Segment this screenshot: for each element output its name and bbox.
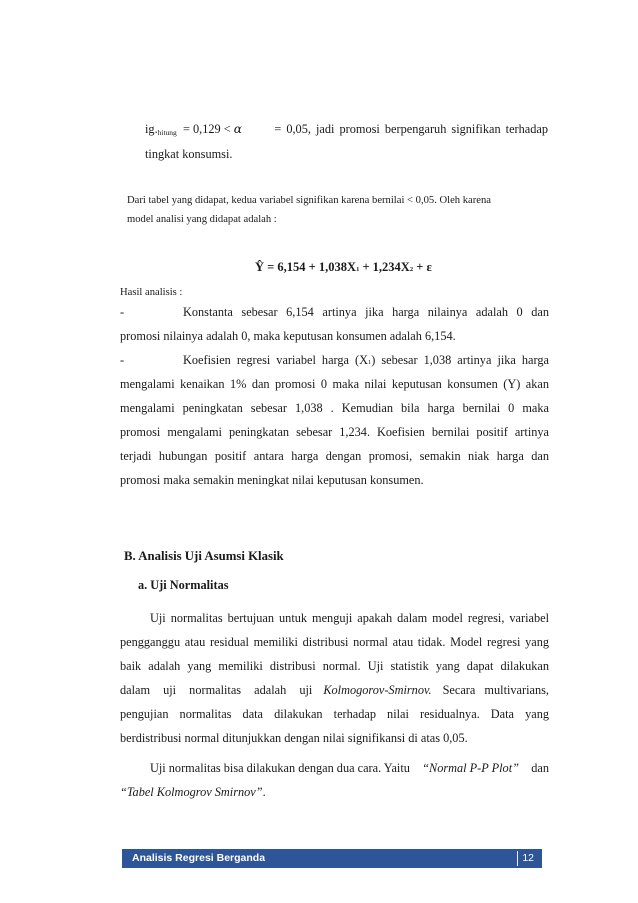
section-a-title: a. Uji Normalitas [138,578,229,592]
normal-pp-plot-term: “Normal P-P Plot” [422,761,519,775]
normalitas-p1-line-5: pengujian normalitas data dilakukan terhadap nilai residualnya. Data yang [120,707,549,721]
hasil-heading: Hasil analisis : [120,287,183,298]
normalitas-p2-line-1: Uji normalitas bisa dilakukan dengan dua cara. Yaitu “Normal P-P Plot” dan [150,761,549,775]
item2-line-2: mengalami kenaikan 1% dan promosi 0 maka nilai keputusan konsumen (Y) akan [120,377,549,391]
tabel-kolmogorov-term: “Tabel Kolmogrov Smirnov” [120,785,263,799]
item2-line-3: mengalami peningkatan sebesar 1,038 . Kemudian bila harga bernilai 0 maka [120,401,549,415]
normalitas-p2-line-2: “Tabel Kolmogrov Smirnov”. [120,785,266,799]
item2-dash: - [120,353,125,367]
section-b-title: B. Analisis Uji Asumsi Klasik [124,549,284,563]
sig-subscript: hitung [157,128,177,137]
table-para-line-1: Dari tabel yang didapat, kedua variabel signifikan karena bernilai < 0,05. Oleh karena [127,195,491,206]
sig-line-1 [145,121,548,141]
regression-equation: Ŷ = 6,154 + 1,038X1 + 1,234X2 + ε [255,260,432,274]
normalitas-p1-line-3: baik adalah yang memiliki distribusi normal. Uji statistik yang dapat dilakukan [120,659,549,673]
footer-divider [517,851,518,866]
item1-line-2: promosi nilainya adalah 0, maka keputusan konsumen adalah 6,154. [120,329,456,343]
item1-line-1: Konstanta sebesar 6,154 artinya jika harga nilainya adalah 0 dan [183,305,549,319]
sig-prefix: ig. [145,122,158,136]
item2-line-4: promosi mengalami peningkatan sebesar 1,234. Koefisien bernilai positif artinya [120,425,549,439]
footer-title: Analisis Regresi Berganda [132,852,266,864]
normalitas-p1-line-2: pengganggu atau residual memiliki distribusi normal atau tidak. Model regresi yang [120,635,549,649]
table-para-line-2: model analisi yang didapat adalah : [127,214,277,225]
item2-line-5: terjadi hubungan positif antara harga dengan promosi, semakin niak harga dan [120,449,549,463]
normalitas-p1-line-6: berdistribusi normal ditunjukkan dengan nilai signifikansi di atas 0,05. [120,731,468,745]
page-number: 12 [522,852,534,864]
page-footer [122,849,542,868]
sig-line-2: tingkat konsumsi. [145,147,233,161]
item1-dash: - [120,305,125,319]
normalitas-p1-line-4: dalam uji normalitas adalah uji Kolmogorov-Smirnov. Secara multivarians, [120,683,549,697]
item2-line-6: promosi maka semakin meningkat nilai keputusan konsumen. [120,473,424,487]
item2-line-1: Koefisien regresi variabel harga (X1) sebesar 1,038 artinya jika harga [183,353,549,367]
sig-value: = 0,129 < [182,122,231,136]
alpha-symbol: α [233,122,243,136]
sig-conclusion: = 0,05, jadi promosi berpengaruh signifikan terhadap [274,122,548,136]
normalitas-p1-line-1: Uji normalitas bertujuan untuk menguji apakah dalam model regresi, variabel [150,611,549,625]
kolmogorov-smirnov-term: Kolmogorov-Smirnov. [323,683,432,697]
